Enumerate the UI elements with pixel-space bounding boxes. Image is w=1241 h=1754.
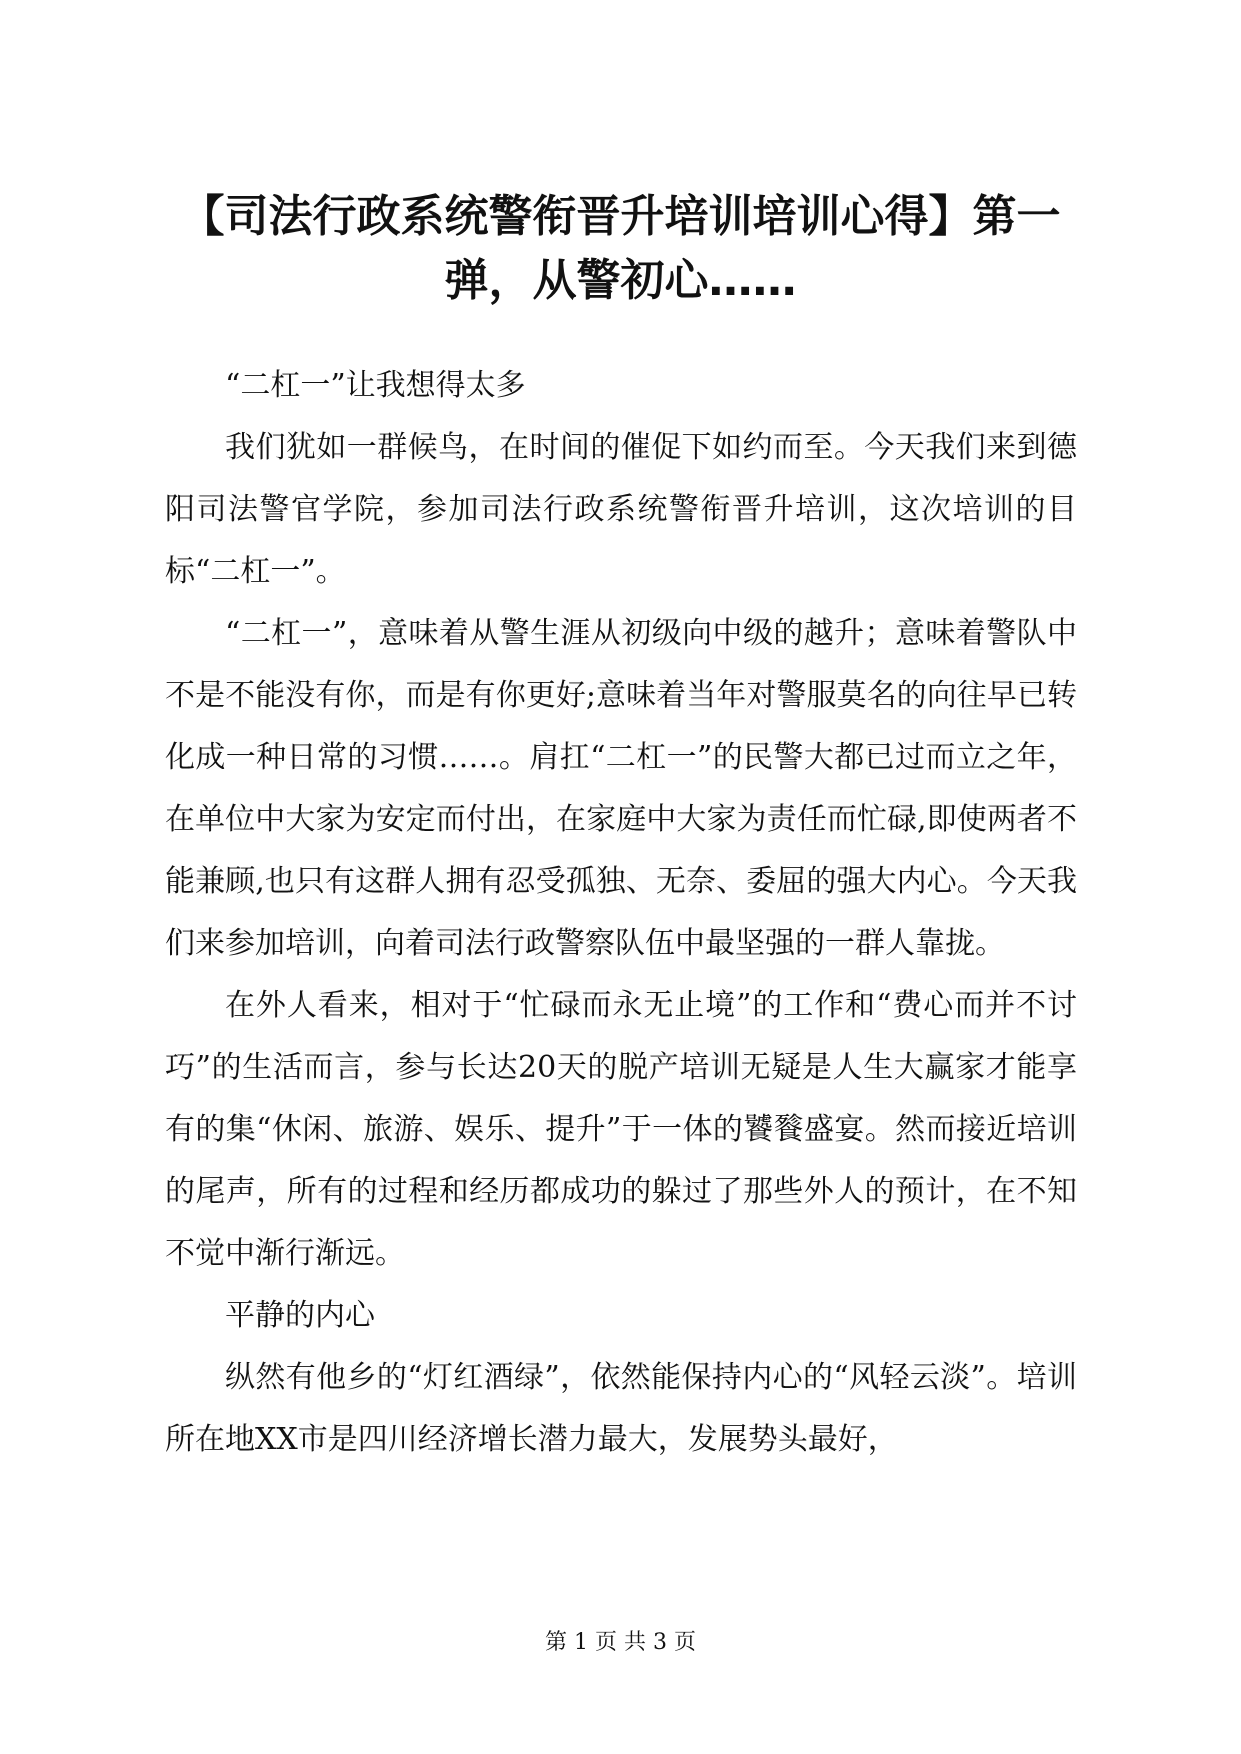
paragraph: 在外人看来，相对于“忙碌而永无止境”的工作和“费心而并不讨巧”的生活而言，参与长达20天的脱产培训无疑是人生大赢家才能享有的集“休闲、旅游、娱乐、提升”于一体的饕餮盛宴。然而接近培训的尾声，所有的过程和经历都成功的躲过了那些外人的预计，在不知不觉中渐行渐远。: [165, 988, 1077, 1271]
page-footer: 第 1 页 共 3 页: [545, 1630, 696, 1655]
paragraph: “二杠一”，意味着从警生涯从初级向中级的越升；意味着警队中不是不能没有你，而是有你更好;意味着当年对警服莫名的向往早已转化成一种日常的习惯……。肩扛“二杠一”的民警大都已过而立之年，在单位中大家为安定而付出，在家庭中大家为责任而忙碌,即使两者不能兼顾,也只有这群人拥有忍受孤独、无奈、委屈的强大内心。今天我们来参加培训，向着司法行政警察队伍中最坚强的一群人靠拢。: [165, 616, 1077, 961]
section-heading: “二杠一”让我想得太多: [225, 368, 526, 403]
paragraph: 我们犹如一群候鸟，在时间的催促下如约而至。今天我们来到德阳司法警官学院，参加司法行政系统警衔晋升培训，这次培训的目标“二杠一”。: [165, 430, 1077, 589]
document-body: [165, 355, 1077, 1471]
paragraph: 纵然有他乡的“灯红酒绿”，依然能保持内心的“风轻云淡”。培训所在地XX市是四川经济增长潜力最大，发展势头最好，: [165, 1360, 1077, 1457]
document-title: 【司法行政系统警衔晋升培训培训心得】第一弹，从警初心……: [180, 191, 1061, 306]
section-heading: 平静的内心: [225, 1298, 375, 1333]
